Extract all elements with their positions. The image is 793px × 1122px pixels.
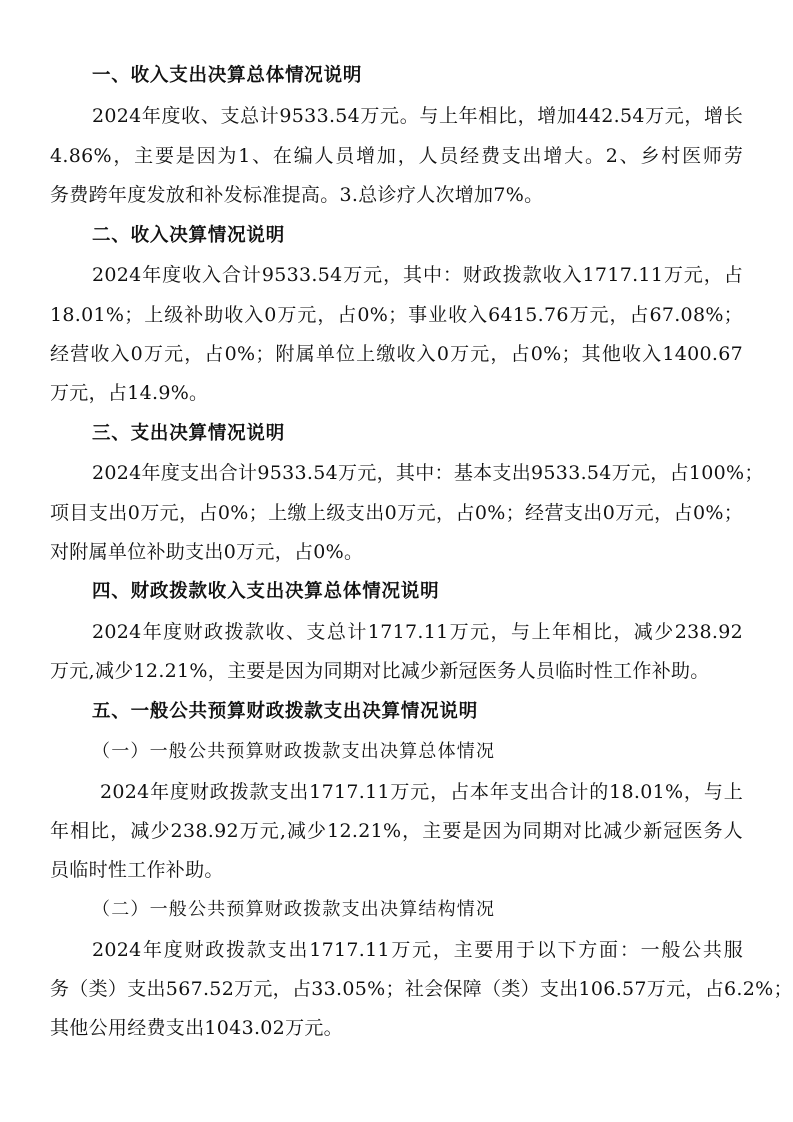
section-heading-2: 二、收入决算情况说明 (92, 225, 286, 246)
section-heading-5: 五、一般公共预算财政拨款支出决算情况说明 (92, 701, 479, 722)
subsection-heading-2: （二）一般公共预算财政拨款支出决算结构情况 (92, 899, 496, 920)
paragraph-line: 经营收入0万元，占0%；附属单位上缴收入0万元，占0%；其他收入1400.67 (50, 343, 743, 365)
paragraph-line: 4.86%，主要是因为1、在编人员增加，人员经费支出增大。2、乡村医师劳 (50, 145, 743, 167)
paragraph-line: 18.01%；上级补助收入0万元，占0%；事业收入6415.76万元，占67.08%； (50, 304, 743, 326)
paragraph-line: 万元，占14.9%。 (50, 382, 209, 404)
paragraph-line: 2024年度财政拨款支出1717.11万元，占本年支出合计的18.01%，与上 (100, 781, 743, 803)
paragraph-line: 对附属单位补助支出0万元，占0%。 (50, 541, 364, 563)
paragraph-line: 2024年度财政拨款支出1717.11万元，主要用于以下方面：一般公共服 (92, 939, 743, 961)
paragraph-line: 务费跨年度发放和补发标准提高。3.总诊疗人次增加7%。 (50, 184, 544, 206)
paragraph-line: 务（类）支出567.52万元，占33.05%；社会保障（类）支出106.57万元，占6.2%； (50, 978, 793, 1000)
section-heading-4: 四、财政拨款收入支出决算总体情况说明 (92, 581, 440, 602)
paragraph-line: 2024年度收入合计9533.54万元，其中：财政拨款收入1717.11万元，占 (92, 264, 743, 286)
paragraph-line: 年相比，减少238.92万元,减少12.21%，主要是因为同期对比减少新冠医务人 (50, 820, 743, 842)
paragraph-line: 2024年度支出合计9533.54万元，其中：基本支出9533.54万元，占100%； (92, 462, 764, 484)
paragraph-line: 万元,减少12.21%，主要是因为同期对比减少新冠医务人员临时性工作补助。 (50, 660, 710, 682)
paragraph-line: 2024年度收、支总计9533.54万元。与上年相比，增加442.54万元，增长 (92, 105, 743, 127)
section-heading-3: 三、支出决算情况说明 (92, 423, 286, 444)
paragraph-line: 项目支出0万元，占0%；上缴上级支出0万元，占0%；经营支出0万元，占0%； (50, 502, 743, 524)
paragraph-line: 其他公用经费支出1043.02万元。 (50, 1017, 343, 1039)
subsection-heading-1: （一）一般公共预算财政拨款支出决算总体情况 (92, 741, 496, 762)
paragraph-line: 2024年度财政拨款收、支总计1717.11万元，与上年相比，减少238.92 (92, 621, 743, 643)
section-heading-1: 一、收入支出决算总体情况说明 (92, 65, 363, 86)
paragraph-line: 员临时性工作补助。 (50, 859, 224, 881)
